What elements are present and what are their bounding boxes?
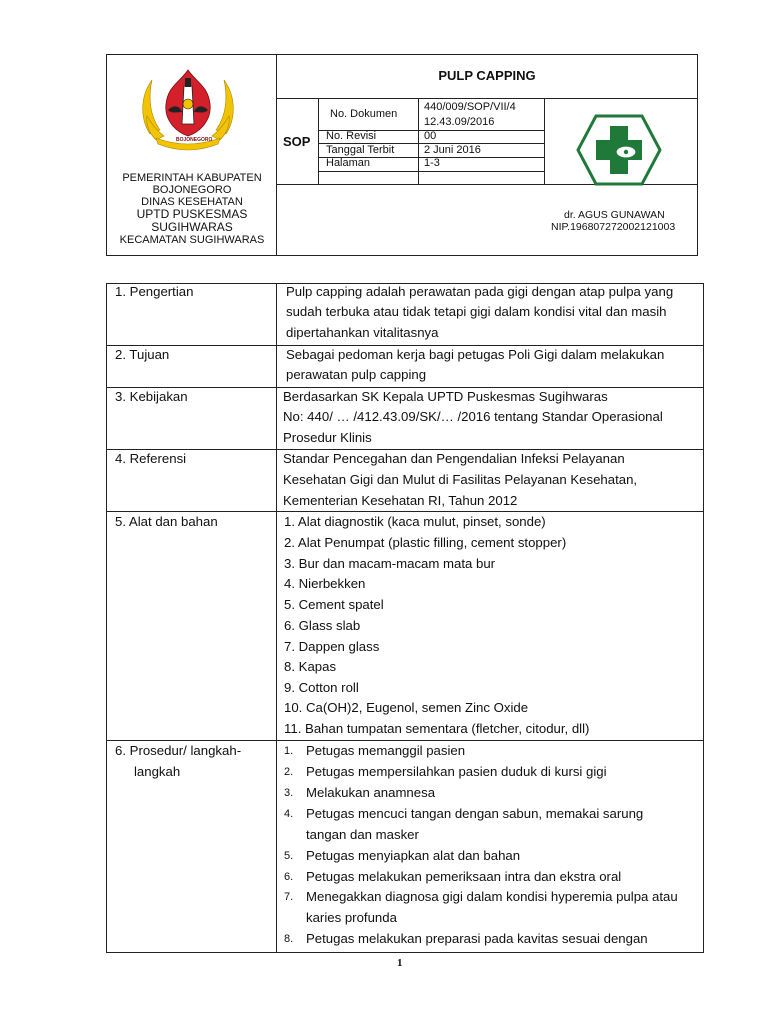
field-value-no-dokumen-2: 12.43.09/2016 [424, 116, 495, 128]
step-text: Menegakkan diagnosa gigi dalam kondisi hyperemia pulpa atau [306, 889, 678, 904]
section-line: Standar Pencegahan dan Pengendalian Infeksi Pelayanan [283, 451, 625, 466]
section-line: Sebagai pedoman kerja bagi petugas Poli Gigi dalam melakukan [286, 347, 665, 362]
institution-line-5: SUGIHWARAS [151, 220, 233, 234]
step-number: 5. [284, 850, 294, 862]
list-item: 1. Alat diagnostik (kaca mulut, pinset, sonde) [284, 514, 546, 529]
step-number: 3. [284, 787, 294, 799]
step-number: 1. [284, 745, 294, 757]
section-line: Prosedur Klinis [283, 430, 372, 445]
list-item: 2. Alat Penumpat (plastic filling, cement stopper) [284, 535, 567, 550]
list-item: 3. Bur dan macam-macam mata bur [284, 556, 496, 571]
section-line: Berdasarkan SK Kepala UPTD Puskesmas Sugihwaras [283, 389, 608, 404]
step-number: 6. [284, 871, 294, 883]
list-item: 5. Cement spatel [284, 597, 384, 612]
step-text: karies profunda [306, 910, 397, 925]
section-label-tujuan: 2. Tujuan [115, 347, 170, 362]
section-line: Pulp capping adalah perawatan pada gigi dengan atap pulpa yang [286, 284, 674, 299]
field-value-no-dokumen-1: 440/009/SOP/VII/4 [424, 101, 516, 113]
institution-line-1: PEMERINTAH KABUPATEN [122, 172, 262, 184]
institution-line-4: UPTD PUSKESMAS [136, 207, 248, 221]
step-text: Petugas mempersilahkan pasien duduk di kursi gigi [306, 764, 607, 779]
field-label-halaman: Halaman [326, 157, 371, 169]
step-number: 2. [284, 766, 294, 778]
institution-line-3: DINAS KESEHATAN [141, 196, 243, 208]
section-label-prosedur: 6. Prosedur/ langkah- [115, 743, 242, 758]
field-label-no-revisi: No. Revisi [326, 130, 377, 142]
list-item: 11. Bahan tumpatan sementara (fletcher, citodur, dll) [284, 721, 590, 736]
step-text: Petugas memanggil pasien [306, 743, 466, 758]
section-line: Kesehatan Gigi dan Mulut di Fasilitas Pelayanan Kesehatan, [283, 472, 638, 487]
list-item: 8. Kapas [284, 659, 337, 674]
list-item: 4. Nierbekken [284, 576, 366, 591]
field-label-no-dokumen: No. Dokumen [330, 108, 398, 120]
page-number: 1 [397, 957, 403, 969]
section-label-referensi: 4. Referensi [115, 451, 187, 466]
institution-line-6: KECAMATAN SUGIHWARAS [119, 234, 265, 246]
step-text: Petugas melakukan preparasi pada kavitas sesuai dengan [306, 931, 648, 946]
step-text: Melakukan anamnesa [306, 785, 436, 800]
list-item: 7. Dappen glass [284, 639, 380, 654]
field-value-tanggal-terbit: 2 Juni 2016 [424, 144, 481, 156]
section-line: perawatan pulp capping [286, 367, 427, 382]
section-label-alat-bahan: 5. Alat dan bahan [115, 514, 218, 529]
field-label-tanggal-terbit: Tanggal Terbit [326, 144, 395, 156]
step-text: tangan dan masker [306, 827, 419, 842]
step-text: Petugas melakukan pemeriksaan intra dan ekstra oral [306, 869, 622, 884]
field-value-halaman: 1-3 [424, 157, 440, 169]
section-line: No: 440/ … /412.43.09/SK/… /2016 tentang Standar Operasional [283, 409, 663, 424]
page-title: PULP CAPPING [438, 68, 536, 83]
puskesmas-logo [576, 114, 662, 186]
section-label-kebijakan: 3. Kebijakan [115, 389, 188, 404]
step-number: 8. [284, 933, 294, 945]
signer-name: dr. AGUS GUNAWAN [564, 209, 665, 221]
step-text: Petugas mencuci tangan dengan sabun, memakai sarung [306, 806, 644, 821]
list-item: 10. Ca(OH)2, Eugenol, semen Zinc Oxide [284, 700, 529, 715]
signer-nip: NIP.196807272002121003 [551, 221, 676, 233]
sop-label: SOP [283, 134, 311, 149]
section-line: dipertahankan vitalitasnya [286, 325, 439, 340]
list-item: 9. Cotton roll [284, 680, 359, 695]
step-number: 4. [284, 808, 294, 820]
list-item: 6. Glass slab [284, 618, 361, 633]
section-line: sudah terbuka atau tidak tetapi gigi dalam kondisi vital dan masih [286, 304, 667, 319]
institution-block [107, 172, 277, 246]
section-line: Kementerian Kesehatan RI, Tahun 2012 [283, 493, 518, 508]
bojonegoro-logo [138, 64, 238, 154]
step-text: Petugas menyiapkan alat dan bahan [306, 848, 521, 863]
step-number: 7. [284, 891, 294, 903]
section-label-pengertian: 1. Pengertian [115, 284, 194, 299]
institution-line-2: BOJONEGORO [152, 184, 232, 196]
section-label-prosedur-2: langkah [134, 764, 181, 779]
field-value-no-revisi: 00 [424, 130, 437, 142]
logo-ribbon-text: BOJONEGORO [176, 137, 213, 143]
